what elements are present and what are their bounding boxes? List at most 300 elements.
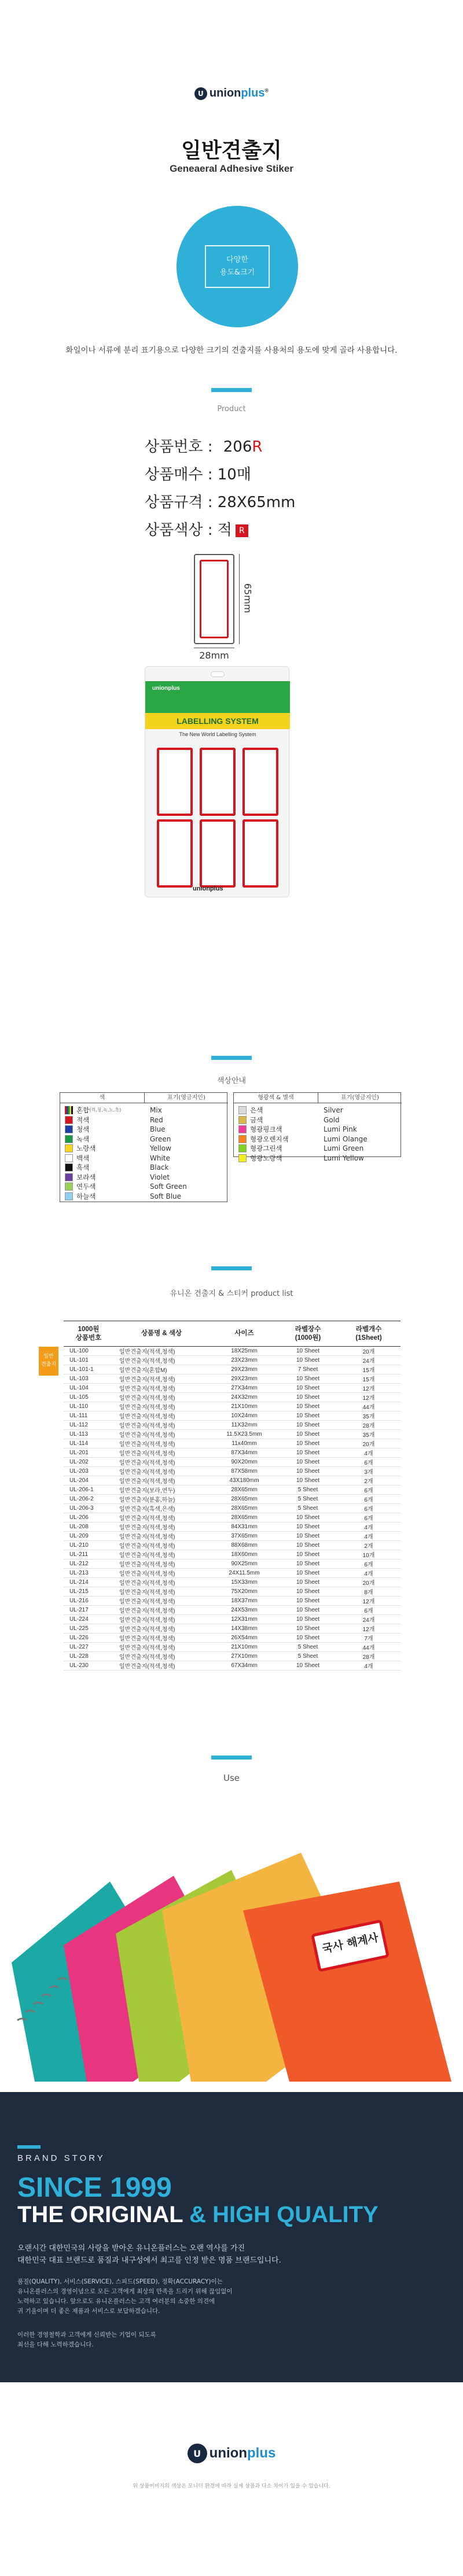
cell-count: 12개 [337,1596,400,1606]
cell-name: 일반견출지(적색,청색) [113,1411,210,1421]
story-original: THE ORIGINAL & HIGH QUALITY [17,2202,379,2227]
story-paragraph: 대한민국 대표 브랜드로 품질과 내구성에서 최고를 인정 받은 명품 브랜드입니다. [17,2256,281,2265]
cell-size: 67X34mm [210,1661,279,1670]
col-header-code: 1000원 상품번호 [64,1321,113,1347]
cell-count: 44개 [337,1402,400,1411]
section-divider [211,1755,252,1760]
cell-sheets: 10 Sheet [279,1578,337,1587]
cell-size: 26X54mm [210,1633,279,1643]
cell-name: 일반견출지(적색,청색) [113,1615,210,1624]
cell-count: 28개 [337,1652,400,1661]
cell-count: 4개 [337,1661,400,1670]
color-header: 표기(영금지인) [318,1093,402,1103]
feature-circle [177,206,298,327]
cell-name: 일반견출지(적색,청색) [113,1439,210,1448]
cell-name: 일반견출지(적색,청색) [113,1606,210,1615]
color-badge: R [236,524,248,537]
story-detail: 품질(QUALITY), 서비스(SERVICE), 스피드(SPEED), 정확(ACCURACY)이는 [17,2278,223,2285]
color-table-right [233,1092,401,1162]
table-row [64,1615,400,1624]
cell-code: UL-101-1 [64,1365,113,1374]
color-name-ko: 청색 [76,1125,90,1133]
spec-size: 상품규격 : 28X65mm [145,494,296,511]
cell-code: UL-217 [64,1606,113,1615]
package-image [145,666,289,897]
page-subtitle: Geneaeral Adhesive Stiker [170,163,293,174]
cell-sheets: 10 Sheet [279,1476,337,1485]
cell-count: 35개 [337,1430,400,1439]
table-row [64,1467,400,1476]
cell-code: UL-227 [64,1643,113,1652]
color-row [65,1144,95,1153]
color-row [65,1106,121,1115]
cell-code: UL-228 [64,1652,113,1661]
cell-name: 일반견출지(적색,청색) [113,1513,210,1522]
color-name-ko: 금색 [250,1115,263,1124]
story-detail: 유니온플러스의 경영이념으로 모든 고객에게 최상의 만족을 드리기 위해 끊임없이 [17,2288,233,2295]
table-row [64,1587,400,1596]
cell-count: 2개 [337,1541,400,1550]
spec-no-value: 206 [223,438,252,456]
package-subtitle: The New World Labelling System [179,731,256,737]
cell-sheets: 10 Sheet [279,1532,337,1541]
cell-count: 24개 [337,1356,400,1365]
section-label-product: Product [217,405,246,413]
cell-sheets: 10 Sheet [279,1356,337,1365]
color-swatch [238,1154,247,1162]
cell-size: 27X10mm [210,1652,279,1661]
cell-name: 일반견출지(적색,청색) [113,1578,210,1587]
color-name-ko: 형광그린색 [250,1144,282,1152]
cell-code: UL-202 [64,1458,113,1467]
cell-code: UL-215 [64,1587,113,1596]
brand-registered: ® [264,87,269,94]
table-row [64,1384,400,1393]
intro-text: 화일이나 서류에 분리 표기용으로 다양한 크기의 견출지를 사용처의 용도에 맞게 골라 사용합니다. [65,346,398,355]
table-row [64,1596,400,1606]
cell-size: 15X33mm [210,1578,279,1587]
color-row [65,1125,89,1134]
cell-size: 28X65mm [210,1504,279,1513]
cell-count: 7개 [337,1633,400,1643]
cell-sheets: 5 Sheet [279,1495,337,1504]
cell-size: 90X25mm [210,1559,279,1569]
cell-size: 88X68mm [210,1541,279,1550]
color-swatch [238,1135,247,1143]
cell-size: 24X11.5mm [210,1569,279,1578]
story-since: SINCE 1999 [17,2172,172,2203]
package-label [200,748,236,816]
dim-height: 65mm [242,583,253,613]
cell-name: 일반견출지(적색,청색) [113,1587,210,1596]
cell-name: 일반견출지(적색,청색) [113,1448,210,1458]
cell-sheets: 10 Sheet [279,1347,337,1356]
color-name-en: Gold [324,1115,340,1124]
section-divider [211,1266,252,1270]
cell-code: UL-224 [64,1615,113,1624]
cell-name: 일반견출지(적색,청색) [113,1541,210,1550]
color-name-ko: 녹색 [76,1134,90,1143]
brand-plus: plus [241,87,265,99]
side-tag-line-2: 견출지 [41,1362,57,1368]
color-row [65,1163,89,1172]
cell-sheets: 10 Sheet [279,1458,337,1467]
cell-count: 12개 [337,1624,400,1633]
cell-name: 일반견출지(흑색,은색) [113,1504,210,1513]
table-row [64,1411,400,1421]
cell-code: UL-206-3 [64,1504,113,1513]
cell-count: 10개 [337,1550,400,1559]
cell-count: 20개 [337,1578,400,1587]
cell-size: 21X10mm [210,1402,279,1411]
table-row [64,1439,400,1448]
cell-size: 27X34mm [210,1384,279,1393]
cell-code: UL-230 [64,1661,113,1670]
color-swatch [65,1182,73,1191]
section-divider [211,1056,252,1060]
table-row [64,1559,400,1569]
color-name-en: Yellow [150,1144,171,1152]
cell-size: 90X20mm [210,1458,279,1467]
cell-name: 일반견출지(적색,청색) [113,1347,210,1356]
cell-name: 일반견출지(적색,청색) [113,1402,210,1411]
color-header: 형광색 & 별색 [234,1093,318,1103]
cell-name: 일반견출지(적색,청색) [113,1643,210,1652]
package-label [157,748,193,816]
cell-code: UL-203 [64,1467,113,1476]
color-swatch [238,1144,247,1152]
story-detail: 노력하고 있습니다. 앞으로도 유니온플러스는 고객 여러분의 소중한 의견에 [17,2298,215,2305]
table-row [64,1458,400,1467]
cell-count: 44개 [337,1643,400,1652]
table-row [64,1402,400,1411]
cell-count: 6개 [337,1513,400,1522]
table-row [64,1495,400,1504]
color-swatch [65,1192,73,1200]
color-name-en: Soft Green [150,1182,187,1191]
cell-name: 일반견출지(적색,청색) [113,1430,210,1439]
color-swatch [65,1135,73,1143]
mixed-note: (적,청,녹,노,흑) [89,1107,122,1113]
table-row [64,1365,400,1374]
cell-size: 75X20mm [210,1587,279,1596]
color-row [65,1182,95,1191]
brand-story [0,2092,463,2382]
cell-sheets: 10 Sheet [279,1374,337,1384]
cell-sheets: 10 Sheet [279,1606,337,1615]
cell-size: 10X24mm [210,1411,279,1421]
color-name-en: Black [150,1163,169,1171]
color-row [65,1154,89,1163]
color-swatch [65,1144,73,1152]
cell-name: 일반견출지(적색,청색) [113,1569,210,1578]
color-swatch [238,1106,247,1114]
color-name-en: Blue [150,1125,166,1133]
cell-code: UL-206 [64,1513,113,1522]
cell-code: UL-110 [64,1402,113,1411]
cell-name: 일반견출지(적색,청색) [113,1384,210,1393]
cell-name: 일반견출지(적색,청색) [113,1532,210,1541]
cell-sheets: 10 Sheet [279,1522,337,1532]
package-label [200,819,236,888]
color-table-left [60,1092,227,1202]
color-name-ko: 노랑색 [76,1144,96,1152]
cell-name: 일반견출지(적색,청색) [113,1421,210,1430]
color-swatch [65,1173,73,1181]
color-header: 색 [60,1093,144,1103]
table-row [64,1356,400,1365]
table-row [64,1661,400,1670]
cell-sheets: 7 Sheet [279,1365,337,1374]
cell-name: 일반견출지(적색,청색) [113,1374,210,1384]
cell-sheets: 10 Sheet [279,1430,337,1439]
cell-name: 일반견출지(적색,청색) [113,1458,210,1467]
cell-count: 2개 [337,1476,400,1485]
cell-code: UL-104 [64,1384,113,1393]
color-swatch [65,1154,73,1162]
color-name-ko: 형광노랑색 [250,1154,282,1162]
cell-name: 일반견출지(적색,청색) [113,1624,210,1633]
color-name-ko: 적색 [76,1115,90,1124]
table-row [64,1430,400,1439]
cell-name: 일반견출지(보라,연두) [113,1485,210,1495]
cell-count: 6개 [337,1559,400,1569]
cell-count: 12개 [337,1384,400,1393]
cell-sheets: 10 Sheet [279,1402,337,1411]
spec-color [145,518,248,539]
cell-code: UL-204 [64,1476,113,1485]
cell-count: 12개 [337,1393,400,1402]
cell-size: 87X34mm [210,1448,279,1458]
cell-sheets: 10 Sheet [279,1393,337,1402]
col-header-sheets: 라벨장수 (1000원) [279,1321,337,1347]
cell-name: 일반견출지(적색,청색) [113,1633,210,1643]
cell-size: 18X37mm [210,1596,279,1606]
story-closing: 이러한 경영철학과 고객에게 신뢰받는 기업이 되도록 [17,2331,156,2338]
cell-sheets: 10 Sheet [279,1411,337,1421]
cell-size: 28X65mm [210,1485,279,1495]
cell-sheets: 5 Sheet [279,1504,337,1513]
cell-code: UL-111 [64,1411,113,1421]
cell-code: UL-114 [64,1439,113,1448]
cell-name: 일반견출지(적색,청색) [113,1550,210,1559]
color-name-en: Silver [324,1106,343,1114]
cell-count: 6개 [337,1495,400,1504]
cell-code: UL-209 [64,1532,113,1541]
color-row [65,1115,89,1125]
footer-logo: U unionplus [0,2444,463,2463]
spec-no-label: 상품번호 : [145,438,213,456]
cell-code: UL-213 [64,1569,113,1578]
cell-size: 11x40mm [210,1439,279,1448]
table-row [64,1633,400,1643]
cell-code: UL-112 [64,1421,113,1430]
cell-size: 29X23mm [210,1365,279,1374]
cell-code: UL-206-1 [64,1485,113,1495]
color-name-en: White [150,1154,170,1162]
brand-name: union [209,87,241,99]
cell-size: 18X25mm [210,1347,279,1356]
color-swatch [65,1125,73,1133]
color-row [65,1134,89,1144]
color-row [238,1134,289,1144]
color-swatch [65,1116,73,1124]
color-row [238,1144,282,1153]
cell-size: 21X10mm [210,1643,279,1652]
table-row [64,1476,400,1485]
table-row [64,1485,400,1495]
color-name-en: Green [150,1134,171,1143]
table-row [64,1643,400,1652]
package-label [242,748,278,816]
cell-size: 84X31mm [210,1522,279,1532]
color-table [60,1092,401,1208]
color-name-en: Violet [150,1173,170,1181]
cell-count: 28개 [337,1421,400,1430]
col-header-count: 라벨개수 (1Sheet) [337,1321,400,1347]
cell-code: UL-210 [64,1541,113,1550]
spec-color-label: 상품색상 : 적 [145,522,232,539]
side-tag-line-1: 일반 [43,1354,54,1359]
cell-count: 15개 [337,1365,400,1374]
color-swatch [238,1125,247,1133]
table-row [64,1522,400,1532]
color-name-en: Soft Blue [150,1192,182,1200]
feature-frame [205,245,270,288]
cell-code: UL-113 [64,1430,113,1439]
color-row [238,1154,282,1163]
color-name-en: Red [150,1115,163,1124]
cell-count: 4개 [337,1532,400,1541]
cell-sheets: 10 Sheet [279,1596,337,1606]
color-name-ko: 백색 [76,1154,90,1162]
cell-count: 6개 [337,1485,400,1495]
package-title: LABELLING SYSTEM [145,713,290,729]
cell-sheets: 10 Sheet [279,1467,337,1476]
cell-name: 일반견출지(적색,청색) [113,1522,210,1532]
color-name-ko: 형광오렌지색 [250,1134,289,1143]
table-row [64,1606,400,1615]
product-table [64,1321,400,1670]
side-tag [39,1347,58,1376]
cell-sheets: 10 Sheet [279,1569,337,1578]
cell-name: 일반견출지(적색,청색) [113,1559,210,1569]
sticker-text: 국사 해계사 [321,1931,380,1956]
cell-sheets: 10 Sheet [279,1624,337,1633]
cell-sheets: 5 Sheet [279,1485,337,1495]
cell-code: UL-201 [64,1448,113,1458]
cell-size: 18X60mm [210,1550,279,1559]
cell-count: 6개 [337,1458,400,1467]
page-title: 일반견출지 [181,139,282,162]
story-accent-bar [17,2145,41,2149]
spec-quantity: 상품매수 : 10매 [145,466,251,483]
section-label-colors: 색상안내 [216,1077,247,1085]
cell-code: UL-214 [64,1578,113,1587]
cell-sheets: 10 Sheet [279,1448,337,1458]
cell-name: 일반견출지(적색,청색) [113,1476,210,1485]
dim-line-height [239,554,240,644]
table-row [64,1532,400,1541]
cell-count: 20개 [337,1439,400,1448]
cell-count: 20개 [337,1347,400,1356]
cell-size: 12X31mm [210,1615,279,1624]
footer-note: 위 상품이미지의 색상은 모니터 환경에 따라 실제 상품과 다소 차이가 있을 수 있습니다. [133,2483,330,2489]
table-row [64,1374,400,1384]
cell-count: 8개 [337,1587,400,1596]
cell-name: 일반견출지(분홍,하늘) [113,1495,210,1504]
cell-code: UL-101 [64,1356,113,1365]
color-swatch [65,1106,73,1114]
cell-count: 35개 [337,1411,400,1421]
cell-name: 일반견출지(적색,청색) [113,1356,210,1365]
spec-no-suffix: R [252,438,263,456]
color-row [65,1192,95,1201]
color-name-en: Mix [150,1106,162,1114]
cell-size: 43X180mm [210,1476,279,1485]
story-kicker: BRAND STORY [17,2153,105,2163]
package-label [157,819,193,888]
cell-code: UL-208 [64,1522,113,1532]
cell-sheets: 10 Sheet [279,1550,337,1559]
dim-width: 28mm [199,650,229,661]
table-row [64,1550,400,1559]
color-swatch [238,1116,247,1124]
cell-sheets: 10 Sheet [279,1513,337,1522]
story-detail: 귀 기울이며 더 좋은 제품과 서비스로 보답하겠습니다. [17,2308,160,2315]
cell-size: 29X23mm [210,1374,279,1384]
color-swatch [65,1163,73,1171]
table-row [64,1513,400,1522]
section-label-product-list: 유니온 견출지 & 스티커 product list [170,1289,293,1298]
color-name-ko: 형광핑크색 [250,1125,282,1133]
color-row [65,1173,95,1182]
color-name-ko: 하늘색 [76,1192,96,1200]
section-label-use: Use [223,1773,240,1783]
cell-size: 37X65mm [210,1532,279,1541]
cell-size: 14X38mm [210,1624,279,1633]
cell-count: 3개 [337,1467,400,1476]
brand-mark-icon: U [194,87,207,100]
color-name-en: Lumi Pink [324,1125,357,1133]
cell-name: 일반견출지(적색,청색) [113,1652,210,1661]
usage-photo [0,1830,463,2082]
feature-line-1: 다양한 [226,256,248,264]
cell-sheets: 5 Sheet [279,1643,337,1652]
col-header-size: 사이즈 [210,1321,279,1347]
cell-count: 15개 [337,1374,400,1384]
cell-name: 일반견출지(적색,청색) [113,1393,210,1402]
cell-count: 6개 [337,1606,400,1615]
table-row [64,1504,400,1513]
color-row [238,1106,263,1115]
cell-code: UL-212 [64,1559,113,1569]
story-closing: 최선을 다해 노력하겠습니다. [17,2341,94,2348]
section-divider [211,388,252,392]
cell-code: UL-206-2 [64,1495,113,1504]
color-name-ko: 흑색 [76,1163,90,1171]
color-name-en: Lumi Yellow [324,1154,364,1162]
cell-sheets: 10 Sheet [279,1615,337,1624]
spec-product-no [145,435,262,456]
color-name-ko: 혼합 [76,1106,90,1114]
package-brand-bottom: unionplus [193,885,223,892]
cell-name: 일반견출지(적색,청색) [113,1467,210,1476]
color-name-en: Lumi Olange [324,1134,368,1143]
cell-size: 24X32mm [210,1393,279,1402]
cell-size: 87X58mm [210,1467,279,1476]
color-name-ko: 은색 [250,1106,263,1114]
